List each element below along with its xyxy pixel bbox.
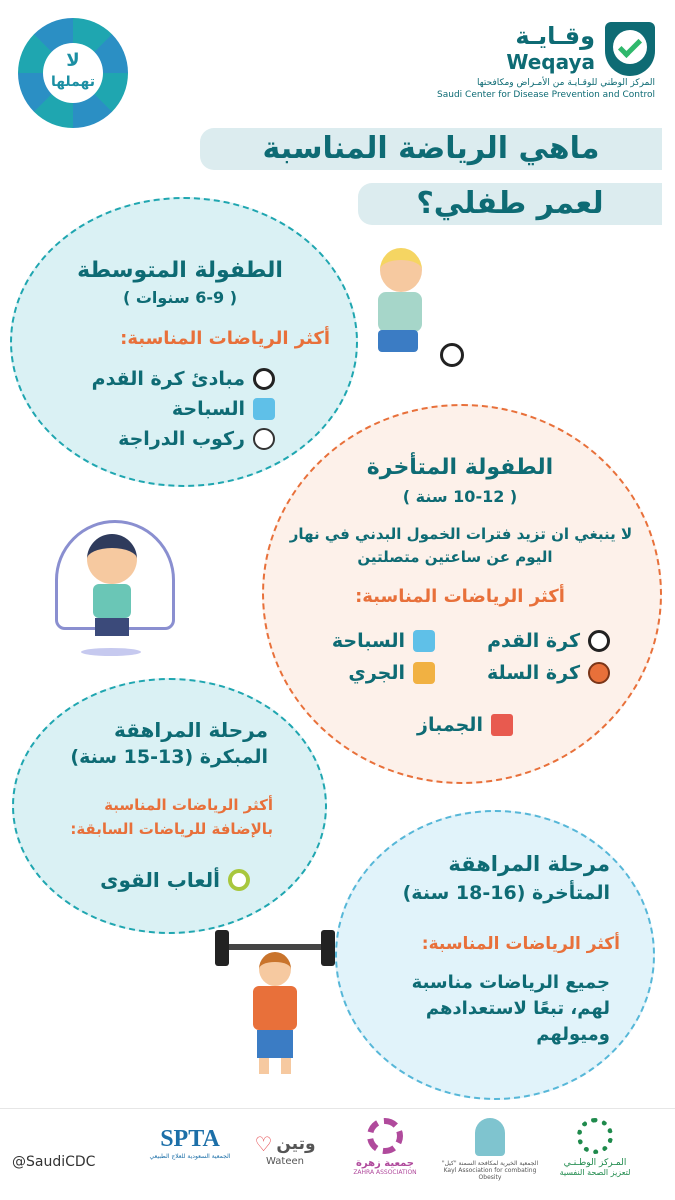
campaign-badge [18,18,128,128]
middle-childhood-list [90,368,275,450]
footer-divider [0,1108,675,1109]
list-item: كرة السلة [475,662,610,684]
late-childhood-note-line1: لا ينبغي ان تزيد فترات الخمول البدني في نهار [289,525,633,543]
heart-icon: ♡ [254,1132,273,1156]
late-adolescence-body-line3: وميولهم [536,1024,610,1045]
middle-childhood-age: ( 6-9 سنوات ) [122,288,238,307]
logo-english: Weqaya [506,50,595,74]
badge-line1: لا [66,50,80,71]
title-line2: لعمر طفلي؟ [358,183,662,225]
list-item: السباحة [315,630,435,652]
late-adolescence-heading-line1: مرحلة المراهقة [448,852,610,876]
running-icon [413,662,435,684]
early-adolescence-subtitle-line2: بالإضافة للرياضات السابقة: [70,820,273,838]
late-adolescence-heading-line2: المتأخرة (16-18 سنة) [402,882,610,904]
late-childhood-subtitle: أكثر الرياضات المناسبة: [355,586,565,607]
swimming-icon [413,630,435,652]
basketball-icon [588,662,610,684]
badge-line2: تهملها [50,74,96,90]
sponsor-logo: SPTA الجمعية السعودية للعلاج الطبيعي [149,1126,231,1160]
org-name-arabic: المركز الوطني للوقـايـة من الأمـراض ومكافحتها [477,78,655,88]
soccer-ball-icon [253,368,275,390]
late-childhood-age: ( 10-12 سنة ) [402,487,518,506]
late-adolescence-subtitle: أكثر الرياضات المناسبة: [421,934,620,954]
twitter-handle[interactable]: @SaudiCDC [12,1154,96,1170]
early-adolescence-heading-line2: المبكرة (13-15 سنة) [70,746,268,768]
list-item: السباحة [90,398,275,420]
zahra-flower-icon [367,1118,403,1154]
list-item: الجمباز [395,714,535,736]
mental-health-logo-icon [577,1118,613,1154]
logo-arabic: وقـايـة [515,22,595,50]
list-item: ركوب الدراجة [90,428,275,450]
kid-jump-rope-illustration [55,520,175,660]
list-item: كرة القدم [475,630,610,652]
late-childhood-heading: الطفولة المتأخرة [366,455,554,480]
early-adolescence-heading-line1: مرحلة المراهقة [114,718,268,742]
middle-childhood-heading: الطفولة المتوسطة [77,258,283,283]
rings-icon [228,869,250,891]
gymnastics-icon [491,714,513,736]
kayl-logo-icon [475,1118,505,1156]
list-item: ألعاب القوى [80,868,250,892]
late-adolescence-body-line2: لهم، تبعًا لاستعدادهم [425,998,610,1019]
middle-childhood-subtitle: أكثر الرياضات المناسبة: [120,328,330,349]
sponsor-logo: الجمعية الخيرية لمكافحة السمنة "كيل" Kayl Association for combating Obesity [440,1118,540,1181]
bicycle-icon [253,428,275,450]
late-childhood-note-line2: اليوم عن ساعتين متصلتين [357,548,553,566]
org-name-english: Saudi Center for Disease Prevention and Control [437,90,655,100]
sponsor-logo: جمعية زهرة ZAHRA ASSOCIATION [345,1118,425,1176]
list-item: الجري [340,662,435,684]
swimming-icon [253,398,275,420]
weightlifter-illustration [215,930,335,1080]
sponsor-logo: المـركز الوطـنـي لتعزيز الصحة النفسية [550,1118,640,1177]
soccer-ball-icon [588,630,610,652]
title-line1: ماهي الرياضة المناسبة [200,128,662,170]
late-adolescence-body-line1: جميع الرياضات مناسبة [411,972,610,993]
list-item: مبادئ كرة القدم [90,368,275,390]
early-adolescence-subtitle-line1: أكثر الرياضات المناسبة [104,796,273,814]
sponsor-logo: وتين ♡ Wateen [254,1132,316,1167]
kid-soccer-illustration [370,248,465,373]
shield-icon [605,22,655,76]
